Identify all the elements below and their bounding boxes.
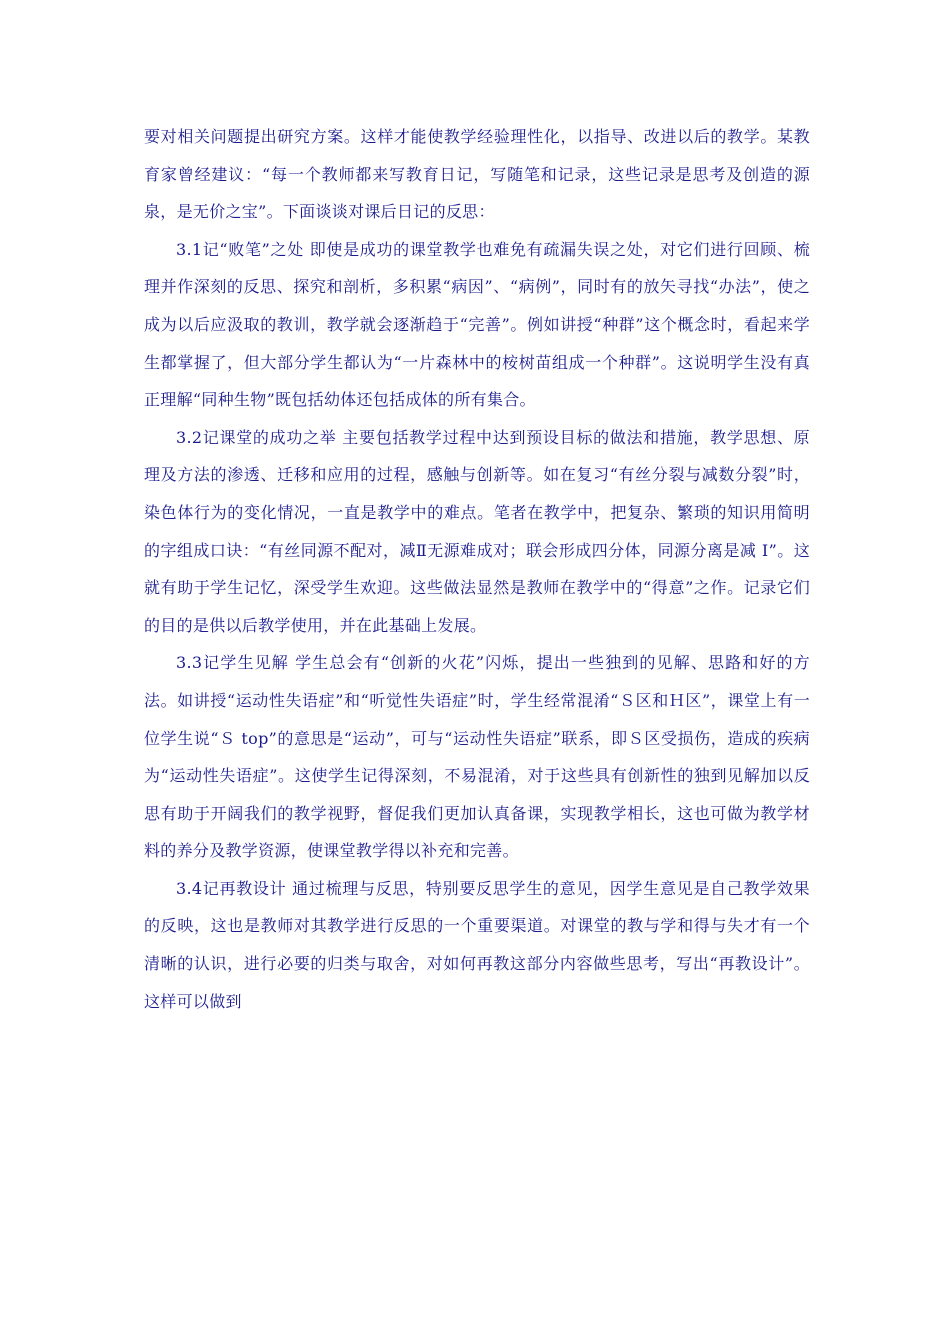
paragraph-intro: 要对相关问题提出研究方案。这样才能使教学经验理性化，以指导、改进以后的教学。某教育家曾经建议：“每一个教师都来写教育日记，写随笔和记录，这些记录是思考及创造的源泉，是无价之宝”。下面谈谈对课后日记的反思： xyxy=(144,127,810,222)
paragraph-section-3-3: 3.3记学生见解 学生总会有“创新的火花”闪烁，提出一些独到的见解、思路和好的方法。如讲授“运动性失语症”和“听觉性失语症”时，学生经常混淆“Ｓ区和Ｈ区”，课堂上有一位学生说“Ｓ top”的意思是“运动”，可与“运动性失语症”联系，即Ｓ区受损伤，造成的疾病为“运动性失语症”。这使学生记得深刻，不易混淆，对于这些具有创新性的独到见解加以反思有助于开阔我们的教学视野，督促我们更加认真备课，实现教学相长，这也可做为教学材料的养分及教学资源，使课堂教学得以补充和完善。 xyxy=(144,653,810,861)
paragraph-section-3-1: 3.1记“败笔”之处 即使是成功的课堂教学也难免有疏漏失误之处，对它们进行回顾、梳理并作深刻的反思、探究和剖析，多积累“病因”、“病例”，同时有的放矢寻找“办法”，使之成为以后应汲取的教训，教学就会逐渐趋于“完善”。例如讲授“种群”这个概念时，看起来学生都掌握了，但大部分学生都认为“一片森林中的桉树苗组成一个种群”。这说明学生没有真正理解“同种生物”既包括幼体还包括成体的所有集合。 xyxy=(144,239,810,410)
document-body xyxy=(144,118,810,1020)
paragraph-section-3-2: 3.2记课堂的成功之举 主要包括教学过程中达到预设目标的做法和措施，教学思想、原理及方法的渗透、迁移和应用的过程，感触与创新等。如在复习“有丝分裂与减数分裂”时，染色体行为的变化情况，一直是教学中的难点。笔者在教学中，把复杂、繁琐的知识用简明的字组成口诀：“有丝同源不配对，减Ⅱ无源难成对；联会形成四分体，同源分离是减 Ⅰ”。这就有助于学生记忆，深受学生欢迎。这些做法显然是教师在教学中的“得意”之作。记录它们的目的是供以后教学使用，并在此基础上发展。 xyxy=(144,427,810,635)
paragraph-section-3-4: 3.4记再教设计 通过梳理与反思，特别要反思学生的意见，因学生意见是自己教学效果的反映，这也是教师对其教学进行反思的一个重要渠道。对课堂的教与学和得与失才有一个清晰的认识，进行必要的归类与取舍，对如何再教这部分内容做些思考，写出“再教设计”。这样可以做到 xyxy=(144,878,810,1011)
